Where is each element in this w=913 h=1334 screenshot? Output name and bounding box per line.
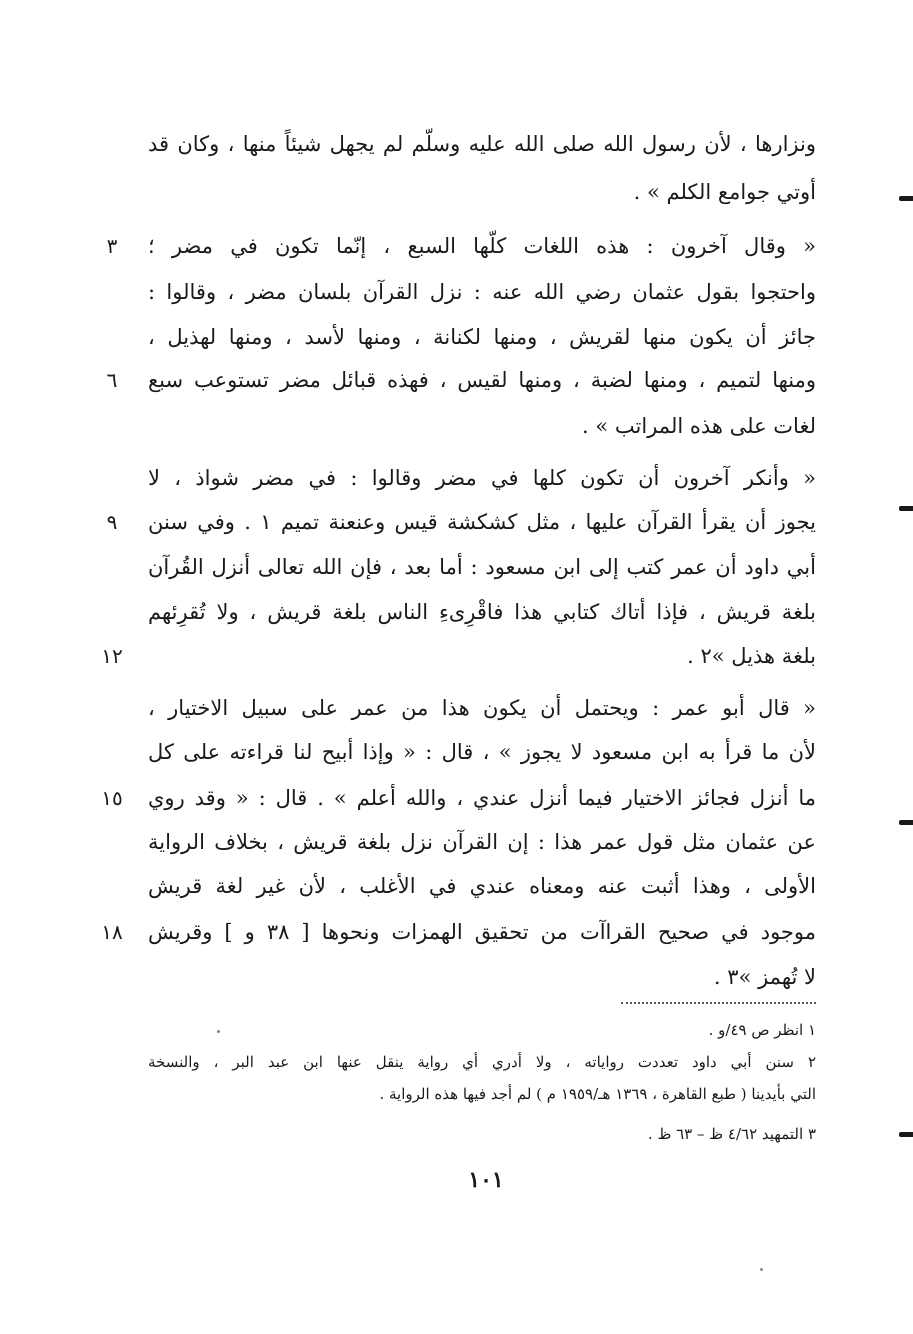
line-number: ٣ <box>106 234 118 258</box>
line-number: ٦ <box>106 368 118 392</box>
text-line: الأولى ، وهذا أثبت عنه ومعناه عندي في الأغلب ، لأن غير لغة قريش <box>148 874 816 898</box>
scan-edge-mark <box>899 506 913 511</box>
text-line: لغات على هذه المراتب » . <box>582 414 816 438</box>
footnote-2-continued: التي بأيدينا ( طبع القاهرة ، ١٣٦٩ هـ/١٩٥٩ م ) لم أجد فيها هذه الرواية . <box>379 1085 816 1103</box>
line-number: ٩ <box>106 510 118 534</box>
text-line: أوتي جوامع الكلم » . <box>633 180 816 204</box>
footnote-separator <box>621 1002 816 1004</box>
footnote-3: ٣ التمهيد ٤/٦٢ ظ – ٦٣ ظ . <box>647 1125 816 1143</box>
line-number: ١٢ <box>101 644 123 668</box>
scan-edge-mark <box>899 1132 913 1137</box>
line-number: ١٨ <box>101 920 123 944</box>
text-line: لا تُهمز »٣ . <box>713 965 816 989</box>
scan-edge-mark <box>899 196 913 201</box>
scan-edge-mark <box>899 820 913 825</box>
text-line: ومنها لتميم ، ومنها لضبة ، ومنها لقيس ، فهذه قبائل مضر تستوعب سبع <box>148 368 816 392</box>
text-line: واحتجوا بقول عثمان رضي الله عنه : نزل القرآن بلسان مضر ، وقالوا : <box>148 280 816 304</box>
scan-speck <box>760 1268 763 1271</box>
text-line: « وقال آخرون : هذه اللغات كلّها السبع ، إنّما تكون في مضر ؛ <box>148 234 816 258</box>
text-line: يجوز أن يقرأ القرآن عليها ، مثل كشكشة قيس وعنعنة تميم ١ . وفي سنن <box>148 510 816 534</box>
text-line: ونزارها ، لأن رسول الله صلى الله عليه وسلّم لم يجهل شيئاً منها ، وكان قد <box>148 132 816 156</box>
footnote-2: ٢ سنن أبي داود تعددت رواياته ، ولا أدري أي رواية ينقل عنها ابن عبد البر ، والنسخة <box>148 1053 816 1071</box>
text-line: بلغة قريش ، فإذا أتاك كتابي هذا فاقْرِىءِ الناس بلغة قريش ، ولا تُقرِئهم <box>148 600 816 624</box>
text-line: بلغة هذيل »٢ . <box>687 644 816 668</box>
line-number: ١٥ <box>101 786 123 810</box>
main-text <box>148 0 816 1000</box>
page-number: ١٠١ <box>468 1167 504 1193</box>
text-line: جائز أن يكون منها لقريش ، ومنها لكنانة ، ومنها لأسد ، ومنها لهذيل ، <box>148 325 816 349</box>
text-line: لأن ما قرأ به ابن مسعود لا يجوز » ، قال : « وإذا أبيح لنا قراءته على كل <box>148 740 816 764</box>
text-line: « قال أبو عمر : ويحتمل أن يكون هذا من عمر على سبيل الاختيار ، <box>148 696 816 720</box>
text-line: موجود في صحيح القراآت من تحقيق الهمزات ونحوها [ ٣٨ و ] وقريش <box>148 920 817 944</box>
text-line: « وأنكر آخرون أن تكون كلها في مضر وقالوا : في مضر شواذ ، لا <box>148 466 816 490</box>
footnote-1: ١ انظر ص ٤٩/و . <box>708 1021 816 1039</box>
text-line: ما أنزل فجائز الاختيار فيما أنزل عندي ، والله أعلم » . قال : « وقد روي <box>148 786 816 810</box>
text-line: أبي داود أن عمر كتب إلى ابن مسعود : أما بعد ، فإن الله تعالى أنزل القُرآن <box>148 555 816 579</box>
text-line: عن عثمان مثل قول عمر هذا : إن القرآن نزل بلغة قريش ، بخلاف الرواية <box>148 830 816 854</box>
